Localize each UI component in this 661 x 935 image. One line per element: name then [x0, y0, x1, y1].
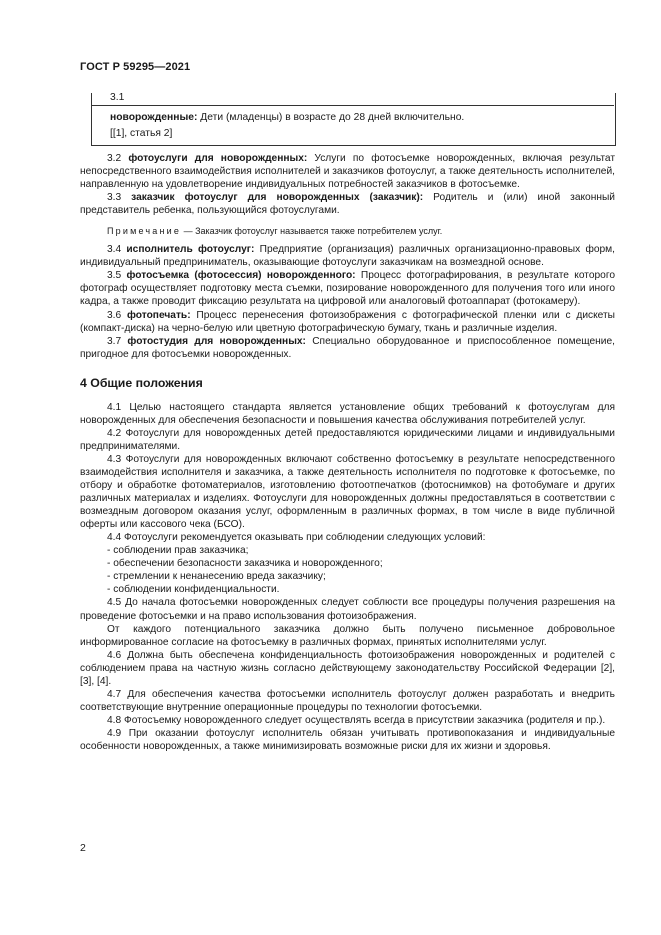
list-item: - обеспечении безопасности заказчика и новорожденного;	[107, 558, 383, 570]
section-4-heading: 4 Общие положения	[80, 375, 203, 390]
term-3-3: 3.3 заказчик фотоуслуг для новорожденных (заказчик): Родитель и (или) иной законный представитель ребенка, пользующийся фотоуслугами.	[80, 192, 615, 217]
note-label: Примечание	[107, 226, 182, 237]
paragraph-4-1: 4.1 Целью настоящего стандарта является установление общих требований к фотоуслугам для новорожденных для обеспечения безопасности и повышения качества обслуживания потребителей услуг.	[80, 401, 615, 426]
note	[80, 225, 615, 238]
term-box-term: новорожденные:	[110, 112, 198, 123]
list-item: - соблюдении конфиденциальности.	[107, 584, 280, 596]
paragraph-4-4: 4.4 Фотоуслуги рекомендуется оказывать при соблюдении следующих условий:	[107, 532, 486, 544]
term-box-reference: [[1], статья 2]	[110, 128, 173, 139]
page-number: 2	[80, 842, 86, 854]
term-box-text: Дети (младенцы) в возрасте до 28 дней включительно.	[197, 112, 465, 123]
page-body	[80, 152, 615, 753]
term-3-7: 3.7 фотостудия для новорожденных: Специально оборудованное и приспособленное помещение, пригодное для фотосъемки новорожденных.	[80, 335, 615, 360]
list-item: - стремлении к ненанесению вреда заказчику;	[107, 571, 326, 583]
paragraph-4-2: 4.2 Фотоуслуги для новорожденных детей предоставляются юридическими лицами и индивидуальными предпринимателями.	[80, 427, 615, 452]
paragraph-4-6: 4.6 Должна быть обеспечена конфиденциальность фотоизображения новорожденных и родителей с соблюдением права на частную жизнь согласно действующему законодательству Российской Федерации [2], [3], [4].	[80, 649, 615, 687]
list-item: - соблюдении прав заказчика;	[107, 545, 249, 557]
term-box-definition	[110, 112, 464, 123]
paragraph-4-7: 4.7 Для обеспечения качества фотосъемки исполнитель фотоуслуг должен разработать и внедрить соответствующие внутренние операционные процедуры по технологии фотосъемки.	[80, 688, 615, 713]
conditions-list	[80, 544, 615, 596]
document-header: ГОСТ Р 59295—2021	[80, 61, 191, 73]
note-text: — Заказчик фотоуслуг называется также потребителем услуг.	[181, 226, 443, 237]
paragraph-4-9: 4.9 При оказании фотоуслуг исполнитель обязан учитывать противопоказания и индивидуальные особенности новорожденных, а также минимизировать возможные риски для их жизни и здоровья.	[80, 727, 615, 752]
term-3-2: 3.2 фотоуслуги для новорожденных: Услуги по фотосъемке новорожденных, включая результат непосредственного взаимодействия исполнителей и заказчиков фотоуслуг, а также деятельность исполнителей, направленную на удовлетворение индивидуальных потребностей заказчиков в фотосъемке.	[80, 153, 616, 191]
paragraph-4-8: 4.8 Фотосъемку новорожденного следует осуществлять всегда в присутствии заказчика (родителя и пр.).	[107, 714, 606, 726]
paragraph-4-5-consent: От каждого потенциального заказчика должно быть получено письменное добровольное информированное согласие на фотосъемку в различных формах, принятых исполнителями услуг.	[80, 623, 615, 648]
term-3-6: 3.6 фотопечать: Процесс перенесения фотоизображения с фотографической пленки или с дискеты (компакт-диска) на черно-белую или цветную фотографическую бумагу, ткань и различные изделия.	[80, 309, 615, 334]
paragraph-4-3: 4.3 Фотоуслуги для новорожденных включают собственно фотосъемку в результате непосредственного взаимодействия исполнителя и заказчика, а также деятельность исполнителя по подготовке к фотосъемке, по отбору и обработке фотоматериалов, изготовлению фотоотпечатков (фотоснимков) на фотобумаге и других различных материалах и изделиях. Фотоуслуги для новорожденных должны предоставляться в соответствии с возмездным договором оказания услуг, оформленным в различных формах, в том числе в виде публичной оферты или кассового чека (БСО).	[80, 453, 615, 531]
term-box-divider	[91, 105, 614, 106]
term-3-4: 3.4 исполнитель фотоуслуг: Предприятие (организация) различных организационно-правовых форм, индивидуальный предприниматель, оказывающие фотоуслуги заказчикам на возмездной основе.	[80, 244, 615, 269]
term-box-number: 3.1	[110, 92, 125, 103]
term-3-5: 3.5 фотосъемка (фотосессия) новорожденного: Процесс фотографирования, в результате которого фотограф осуществляет подготовку места съемки, позирование новорожденного для получения того или иного кадра, а также проводит фиксацию результата на цифровой или аналоговый фотоаппарат (фотокамеру).	[80, 270, 615, 308]
paragraph-4-5: 4.5 До начала фотосъемки новорожденных следует соблюсти все процедуры получения разрешения на проведение фотосъемки и на право использования фотоизображения.	[80, 597, 615, 622]
